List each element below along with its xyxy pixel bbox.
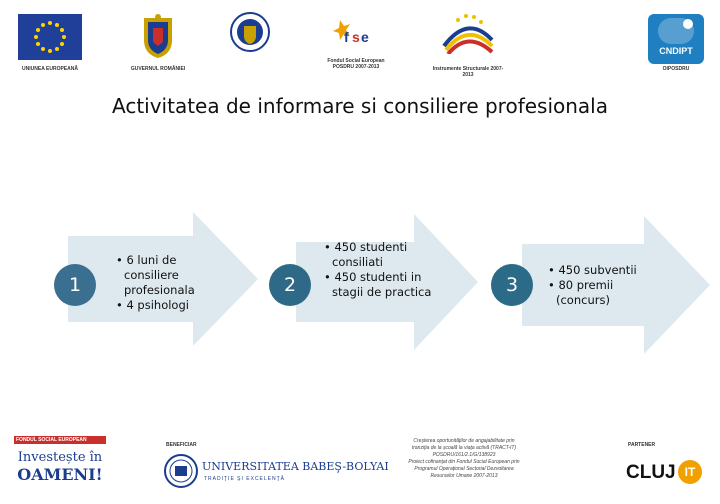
program-line: Proiect cofinanţat din Fondul Social European prin: [408, 459, 520, 465]
svg-text:s: s: [352, 29, 360, 45]
fse-footer-logo: [14, 436, 106, 496]
cndipt-caption: OIPOSDRU: [662, 66, 690, 72]
university-logo: [164, 454, 198, 488]
it-badge: IT: [678, 460, 702, 484]
bullet-item: • 4 psihologi: [114, 298, 224, 313]
government-caption: GUVERNUL ROMÂNIEI: [130, 66, 186, 72]
step-3-bullets: [546, 263, 658, 308]
eu-logo: [18, 14, 82, 60]
step-2-bullets: [322, 240, 432, 300]
svg-text:f: f: [344, 29, 349, 45]
program-line: Creşterea oportunităţilor de angajabilitate prin: [413, 438, 515, 444]
bullet-item: • 450 studenti in stagii de practica: [322, 270, 432, 300]
fse-footer-header: FONDUL SOCIAL EUROPEAN: [14, 436, 106, 444]
cndipt-label: CNDIPT: [659, 46, 693, 56]
program-line: tranziţia de la şcoală la viaţa activă (TRACT-IT): [411, 445, 517, 451]
program-line: POSDRU/161/2.1/G/138923: [432, 452, 496, 458]
university-motto: TRADIŢIE ŞI EXCELENŢĂ: [204, 476, 286, 482]
beneficiar-label: BENEFICIAR: [166, 442, 197, 448]
fse-logo: [330, 14, 380, 54]
fse-star-icon: [330, 14, 380, 54]
program-line: Resurselor Umane 2007-2013: [430, 473, 498, 479]
ministry-seal: [230, 12, 270, 52]
fse-footer-line1: Investește în: [17, 450, 103, 465]
seal-icon: [230, 12, 270, 52]
partner-label: PARTENER: [628, 442, 656, 448]
fse-caption: Fondul Social European POSDRU 2007-2013: [327, 58, 385, 70]
step-3-badge: 3: [491, 264, 533, 306]
university-name: UNIVERSITATEA BABEŞ-BOLYAI: [202, 460, 389, 473]
step-2-badge: 2: [269, 264, 311, 306]
structural-instruments-logo: [440, 10, 496, 54]
structural-instruments-caption: Instrumente Structurale 2007-2013: [432, 66, 504, 78]
fse-footer-line2: OAMENI!: [17, 465, 103, 484]
page-title: Activitatea de informare si consiliere profesionala: [112, 94, 608, 118]
bullet-item: • 80 premii (concurs): [546, 278, 658, 308]
government-crest: [140, 12, 176, 60]
bullet-item: • 6 luni de consiliere profesionala: [114, 253, 224, 298]
program-line: Programul Operaţional Sectorial Dezvoltarea: [414, 466, 514, 472]
bullet-item: • 450 subventii: [546, 263, 658, 278]
cluj-logo-text: CLUJ: [626, 462, 676, 483]
university-seal-icon: [164, 454, 198, 488]
step-1-bullets: [114, 253, 224, 313]
crest-icon: [140, 12, 176, 60]
cndipt-logo: [648, 14, 704, 64]
program-text: [404, 438, 524, 480]
eu-caption: UNIUNEA EUROPEANĂ: [22, 66, 78, 72]
bullet-item: • 450 studenti consiliati: [322, 240, 432, 270]
svg-text:e: e: [361, 29, 369, 45]
step-1-badge: 1: [54, 264, 96, 306]
cndipt-icon: [648, 14, 704, 64]
cluj-it-logo: [626, 458, 706, 488]
stars-arc-icon: [440, 10, 496, 54]
eu-flag-icon: [18, 14, 82, 60]
